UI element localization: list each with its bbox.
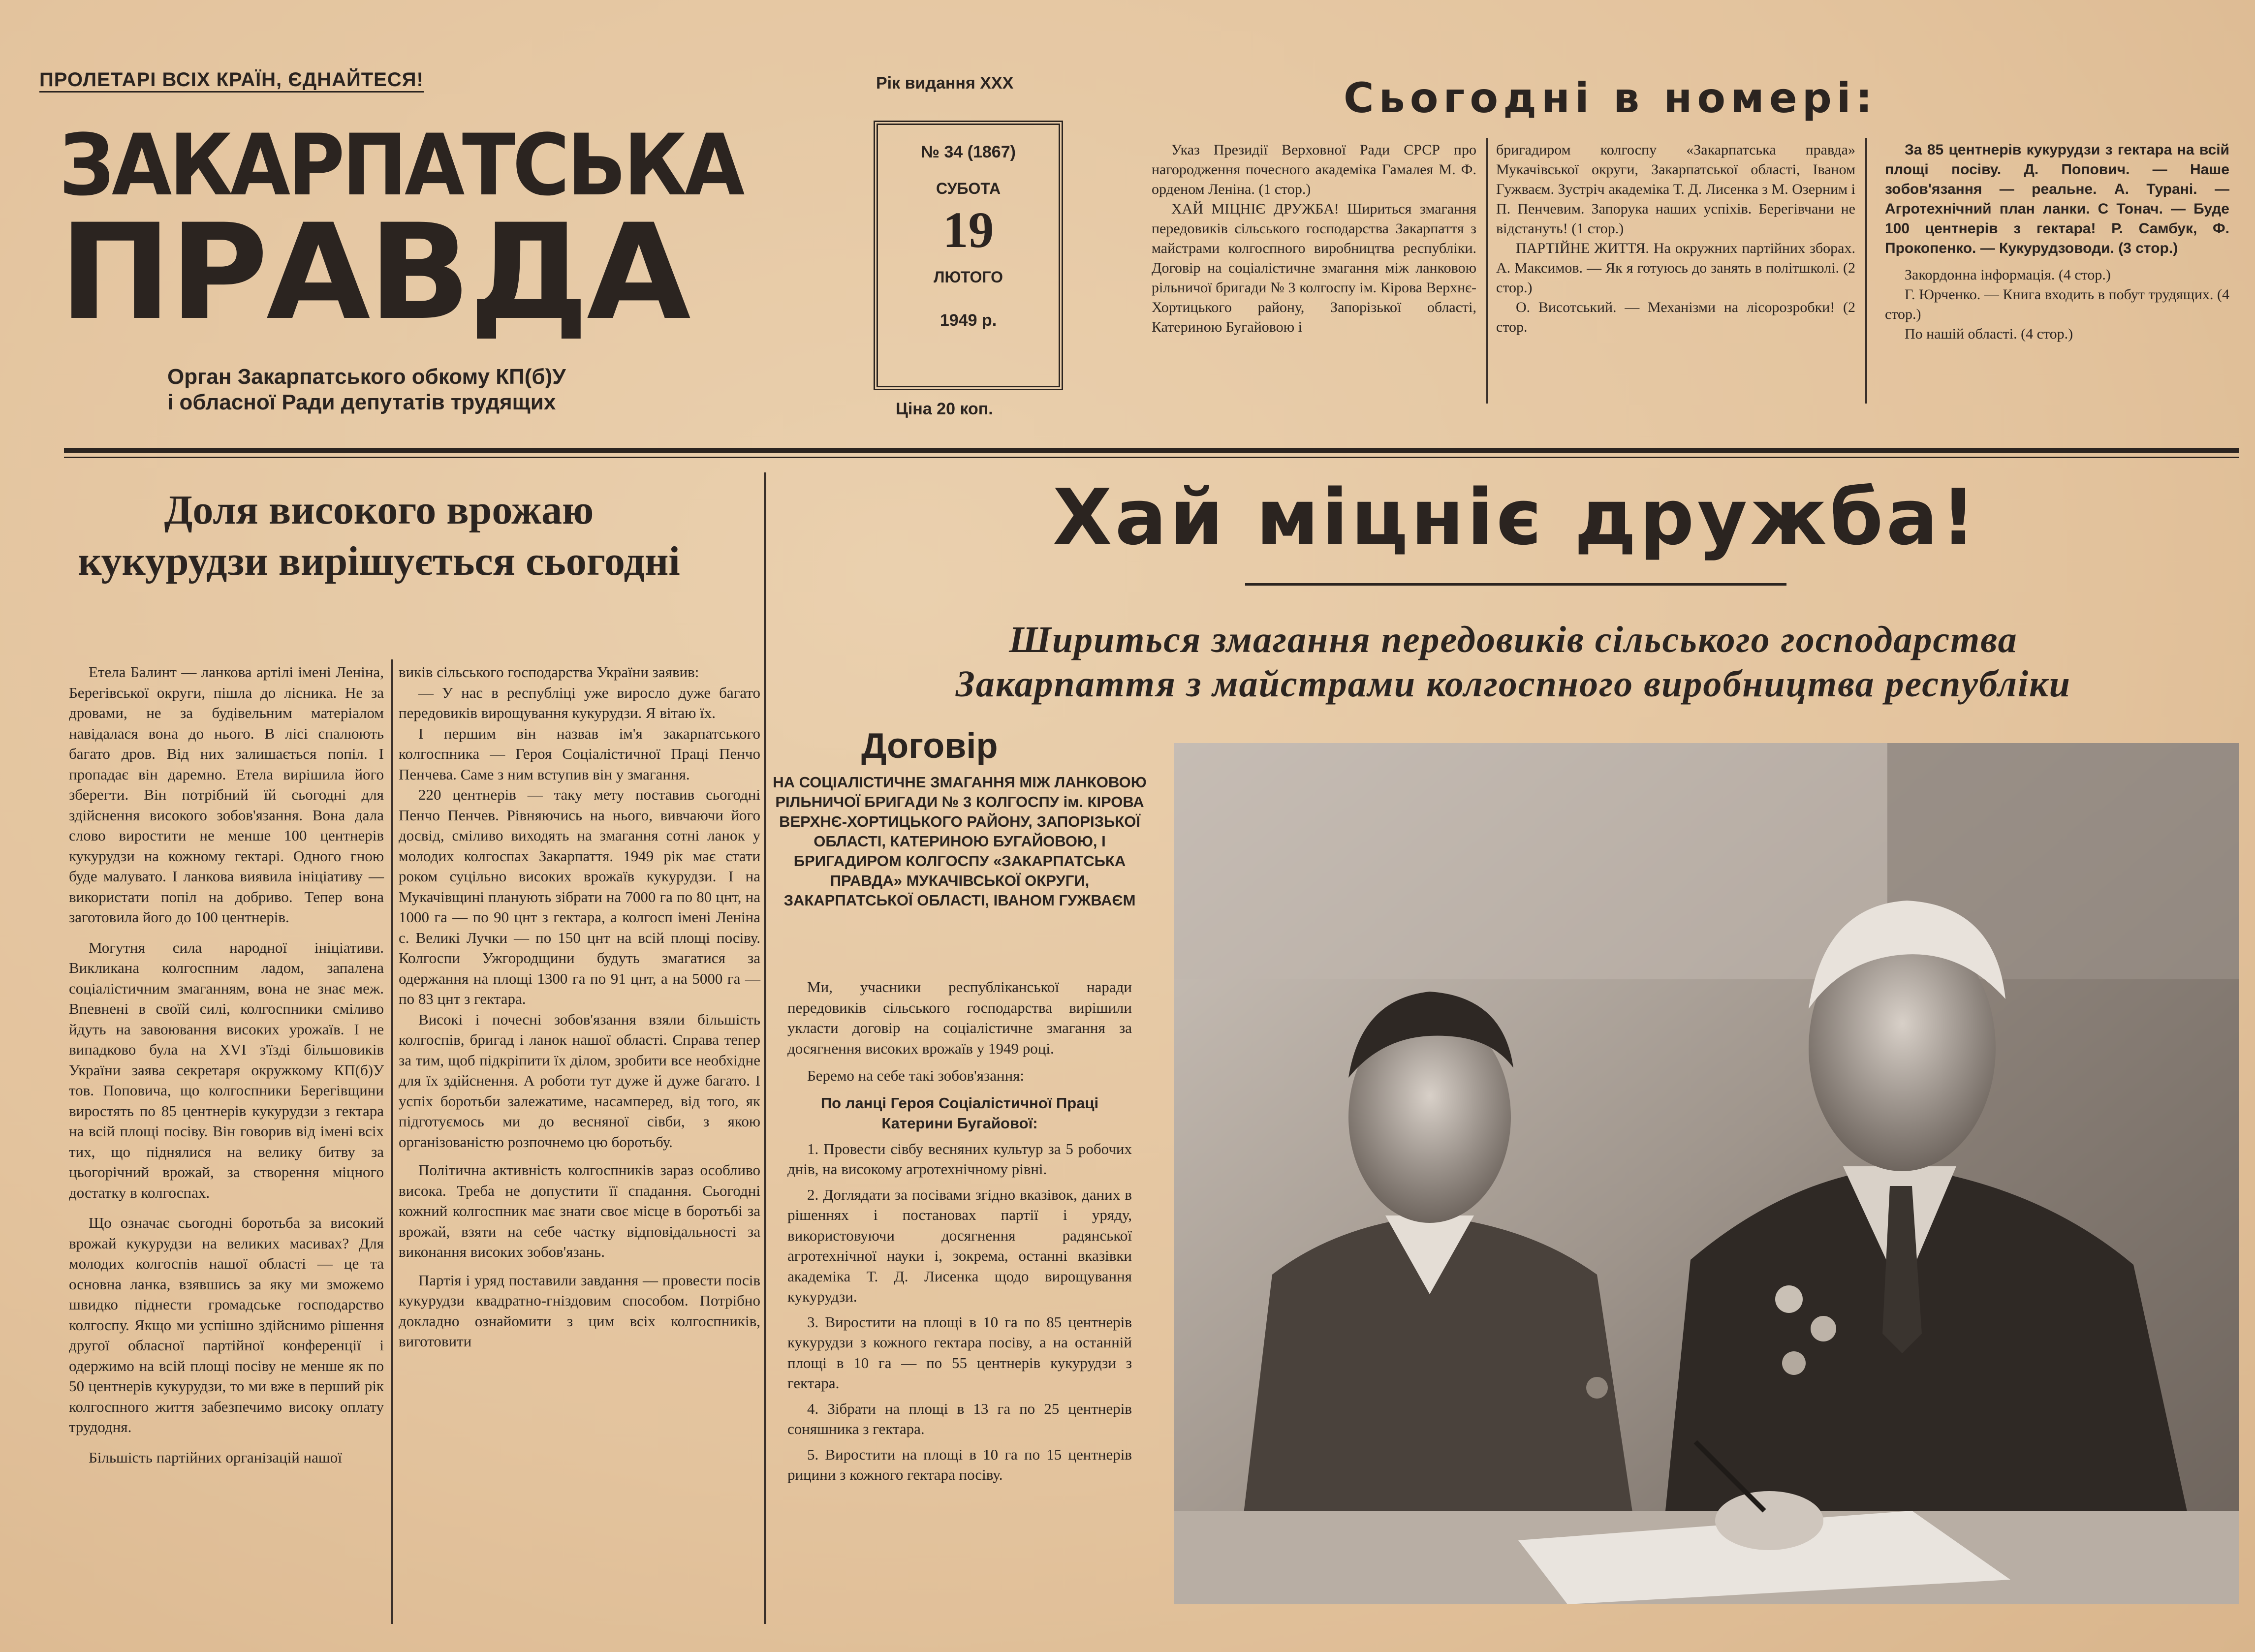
paragraph: Етела Балинт — ланкова артілі імені Леніна, Берегівської округи, пішла до лісника. Не за дровами, не за будівельним матеріалом навідалася вона до нього. В лісі спалюють багато дров. Від них залишається попіл. І пропадає він даремно. Етела вирішила його зберегти. Він потрібний їй сьогодні для здійснення високого зобов'язання. Вона дала слово виростити не менше 100 центнерів кукурудзи на кожному гектарі. Одного гною буде малувато. І ланкова виявила ініціативу — використати попіл на добриво. Тепер вона заготовила його до 100 центнерів. bbox=[69, 663, 384, 926]
toc-entry: По нашій області. (4 стор.) bbox=[1905, 326, 2073, 342]
month: ЛЮТОГО bbox=[934, 268, 1003, 286]
left-article-column-2 bbox=[399, 662, 760, 1352]
photo-two-men-signing bbox=[1174, 743, 2239, 1604]
toc-entry: Указ Президії Верховної Ради СРСР про нагородження почесного академіка Гамалея М. Ф. орденом Леніна. (1 стор.) bbox=[1152, 142, 1476, 197]
toc-column-2 bbox=[1496, 140, 1855, 337]
toc-entry: Г. Юрченко. — Книга входить в побут трудящих. (4 стор.) bbox=[1885, 286, 2229, 322]
paragraph: Партія і уряд поставили завдання — провести посів кукурудзи квадратно-гніздовим способом. Потрібно докладно ознайомити з цим всіх колгоспників, виготовити bbox=[399, 1271, 760, 1350]
masthead-title-line1: ЗАКАРПАТСЬКА bbox=[59, 116, 742, 215]
toc-divider bbox=[1865, 138, 1867, 404]
paragraph: Могутня сила народної ініціативи. Викликана колгоспним ладом, запалена соціалістичним змаганням, вона не знає меж. Впевнені в своїй силі, колгоспники сміливо йдуть на завоювання високих урожаїв. І не випадково була на XVI з'їзді більшовиків України заява секретаря окружкому КП(б)У тов. Поповича, що колгоспники Берегівщини виростять по 85 центнерів кукурудзи з гектара на всій площі посіву. Він говорив від імені всіх тих, що піднялися на велику битву за цьогорічний врожай, за створення міцного достатку в колгоспах. bbox=[69, 938, 384, 1201]
dogovir-body bbox=[787, 977, 1132, 1485]
list-item: 4. Зібрати на площі в 13 га по 25 центнерів соняшника з гектара. bbox=[787, 1400, 1132, 1437]
today-heading: Сьогодні в номері: bbox=[1344, 74, 1878, 122]
organ-line1: Орган Закарпатського обкому КП(б)У bbox=[167, 365, 566, 389]
year-label: Рік видання XXX bbox=[876, 74, 1014, 93]
list-item: 5. Виростити на площі в 10 га по 15 центнерів рицини з кожного гектара посіву. bbox=[787, 1445, 1132, 1483]
toc-column-1 bbox=[1152, 140, 1476, 337]
toc-column-3 bbox=[1885, 140, 2229, 344]
issue-number: № 34 (1867) bbox=[921, 143, 1016, 161]
paragraph: виків сільського господарства України заявив: bbox=[399, 663, 699, 681]
toc-divider bbox=[1486, 138, 1488, 404]
paragraph: Політична активність колгоспників зараз особливо висока. Треба не допустити її спадання. Сьогодні кожний колгоспник має знати своє місце в боротьбі за врожай, взяти на себе частку відповідальності за виконання високих зобов'язань. bbox=[399, 1161, 760, 1260]
masthead-rule-thin bbox=[64, 457, 2239, 458]
paragraph: Високі і почесні зобов'язання взяли більшість колгоспів, бригад і ланок нашої області. Справа тепер за тим, щоб підкріпити їх ділом, зробити все необхідне для їх здійснення. А роботи тут дуже й дуже багато. І успіх боротьби залежатиме, насамперед, від того, як підготуємось ми до весняної сівби, з якою організованістю розпочнемо цю боротьбу. bbox=[399, 1010, 760, 1151]
day-number: 19 bbox=[942, 202, 994, 258]
weekday: СУБОТА bbox=[936, 180, 1001, 197]
toc-entry: За 85 центнерів кукурудзи з гектара на всій площі посіву. Д. Попович. — Наше зобов'язання — реальне. А. Турані. — Агротехнічний план ланки. С Тонач. — Буде 100 центнерів з гектара! Р. Самбук, Ф. Прокопенко. — Кукурудзоводи. (3 стор.) bbox=[1885, 142, 2229, 256]
headline-rule bbox=[1245, 583, 1786, 586]
toc-entry: бригадиром колгоспу «Закарпатська правда» Мукачівської округи, Закарпатської області, Іваном Гужваєм. Зустріч академіка Т. Д. Лисенка з М. Озерним і П. Пенчевим. Запорука наших успіхів. Берегівчани не відстануть! (1 стор.) bbox=[1496, 142, 1855, 237]
dogovir-title: Договір bbox=[861, 726, 998, 766]
paragraph: 220 центнерів — таку мету поставив сьогодні Пенчо Пенчев. Рівняючись на нього, вивчаючи його досвід, сміливо виходять на змагання сотні ланок у молодих колгоспах Закарпаття. 1949 рік має стати роком суцільно високих врожаїв кукурудзи. І на Мукачівщині планують зібрати на 7000 га по 80 цнт, на 1000 га — по 90 цнт з гектара, а колгосп імені Леніна с. Великі Лучки — по 150 цнт на всій площі посіву. Колгоспи Ужгородщини будуть змагатися за одержання на площі 1300 га по 91 цнт, а на 5000 га — по 83 цнт з гектара. bbox=[399, 786, 760, 1007]
subhead-line2: Закарпаття з майстрами колгоспного виробництва республіки bbox=[956, 663, 2071, 705]
organ-subtitle bbox=[167, 364, 566, 415]
price: Ціна 20 коп. bbox=[896, 400, 993, 418]
column-divider bbox=[391, 659, 393, 1624]
left-article-column-1 bbox=[69, 662, 384, 1467]
paragraph: Ми, учасники республіканської наради передовиків сільського господарства вирішили укласти договір на соціалістичне змагання за досягнення високих врожаїв у 1949 році. bbox=[787, 978, 1132, 1057]
list-item: 1. Провести сівбу весняних культур за 5 робочих днів, на високому агротехнічному рівні. bbox=[787, 1140, 1132, 1178]
year: 1949 р. bbox=[940, 311, 997, 330]
paragraph: Більшість партійних організацій нашої bbox=[89, 1448, 342, 1466]
toc-entry: ПАРТІЙНЕ ЖИТТЯ. На окружних партійних зборах. А. Максимов. — Як я готуюсь до занять в політшколі. (2 стор.) bbox=[1496, 240, 1855, 296]
subhead-line1: Шириться змагання передовиків сільського господарства bbox=[1009, 619, 2018, 660]
toc-entry: О. Висотський. — Механізми на лісорозробки! (2 стор. bbox=[1496, 299, 1855, 335]
main-subheadline bbox=[783, 618, 2244, 706]
organ-line2: і обласної Ради депутатів трудящих bbox=[167, 390, 556, 414]
paragraph: І першим він назвав ім'я закарпатського колгоспника — Героя Соціалістичної Праці Пенчо Пенчева. Саме з ним вступив він у змагання. bbox=[399, 724, 760, 783]
dogovir-subtitle: НА СОЦІАЛІСТИЧНЕ ЗМАГАННЯ МІЖ ЛАНКОВОЮ РІЛЬНИЧОЇ БРИГАДИ № 3 КОЛГОСПУ ім. КІРОВА ВЕРХНЄ-ХОРТИЦЬКОГО РАЙОНУ, ЗАПОРІЗЬКОЇ ОБЛАСТІ, КАТЕРИНОЮ БУГАЙОВОЮ, І БРИГАДИРОМ КОЛГОСПУ «ЗАКАРПАТСЬКА ПРАВДА» МУКАЧІВСЬКОЇ ОКРУГИ, ЗАКАРПАТСЬКОЇ ОБЛАСТІ, ІВАНОМ ГУЖВАЄМ bbox=[773, 774, 1147, 909]
section-title: По ланці Героя Соціалістичної Праці Катерини Бугайової: bbox=[820, 1094, 1099, 1132]
section-divider bbox=[764, 472, 766, 1624]
paragraph: — У нас в республіці уже виросло дуже багато передовиків вирощування кукурудзи. Я вітаю їх. bbox=[399, 684, 760, 721]
paragraph: Беремо на себе такі зобов'язання: bbox=[807, 1067, 1025, 1084]
slogan: ПРОЛЕТАРІ ВСІХ КРАЇН, ЄДНАЙТЕСЯ! bbox=[39, 69, 424, 93]
toc-entry: Закордонна інформація. (4 стор.) bbox=[1905, 267, 2111, 283]
list-item: 2. Доглядати за посівами згідно вказівок, даних в рішеннях і постановах партії і уряду, використовуючи досягнення радянської агротехнічної науки і, зокрема, останні вказівки академіка Т. Д. Лисенка щодо вирощування кукурудзи. bbox=[787, 1185, 1132, 1305]
toc-entry: ХАЙ МІЦНІЄ ДРУЖБА! Шириться змагання передовиків сільського господарства Закарпаття з майстрами колгоспного виробництва республіки. Договір на соціалістичне змагання між ланковою рільничої бригади № 3 колгоспу ім. Кірова Верхнє-Хортицького району, Запорізької області, Катериною Бугайовою і bbox=[1152, 201, 1476, 335]
list-item: 3. Виростити на площі в 10 га по 85 центнерів кукурудзи з кожного гектара посіву, а на останній площі в 10 га — по 55 центнерів кукурудзи з гектара. bbox=[787, 1313, 1132, 1392]
main-headline: Хай міцніє дружба! bbox=[1053, 472, 1979, 562]
paragraph: Що означає сьогодні боротьба за високий врожай кукурудзи на великих масивах? Для молодих колгоспів нашої області — це та основна ланка, взявшись за яку ми зможемо швидко піднести громадське господарство колгоспу. Якщо ми успішно здійснимо рішення другої обласної партійної конференції і одержимо на всій площі посіву не менше як по 50 центнерів кукурудзи, то ми вже в перший рік колгоспного життя забезпечимо високу оплату трудодня. bbox=[69, 1214, 384, 1435]
left-article-headline: Доля високого врожаю кукурудзи вирішується сьогодні bbox=[78, 487, 680, 584]
masthead-title-line2: ПРАВДА bbox=[59, 196, 689, 349]
photograph bbox=[1174, 743, 2239, 1604]
masthead-rule bbox=[64, 448, 2239, 453]
date-box bbox=[874, 121, 1063, 390]
